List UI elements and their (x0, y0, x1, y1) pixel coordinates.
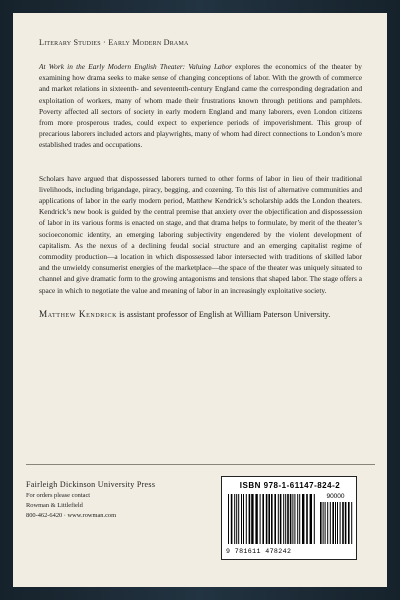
addon-stripe (330, 502, 331, 544)
author-bio-text: is assistant professor of English at William Paterson University. (117, 309, 331, 319)
barcode-stripe (249, 494, 251, 544)
barcode-stripe (234, 494, 235, 544)
addon-stripe (340, 502, 341, 544)
barcode-stripe (238, 494, 239, 544)
barcode-stripe (241, 494, 242, 544)
barcode-stripe (251, 494, 253, 544)
barcode-stripe (246, 494, 247, 544)
price-code: 90000 (326, 493, 345, 500)
barcode-stripe (290, 494, 292, 544)
addon-stripe (337, 502, 338, 544)
addon-stripe (345, 502, 347, 544)
barcode-stripe (283, 494, 284, 544)
barcode-stripe (310, 494, 312, 544)
barcode-stripe (231, 494, 233, 544)
addon-stripe (320, 502, 322, 544)
barcode-stripe (302, 494, 304, 544)
barcode-stripe (306, 494, 308, 544)
publisher-name: Fairleigh Dickinson University Press (26, 480, 156, 489)
publisher-block (26, 480, 226, 521)
addon-stripe (332, 502, 334, 544)
barcode-stripe (266, 494, 268, 544)
publisher-line: For orders please contact (26, 492, 91, 499)
barcode-stripe (255, 494, 257, 544)
barcode-stripe (314, 494, 315, 544)
book-title: At Work in the Early Modern English Theater: Valuing Labor (39, 62, 232, 71)
addon-stripe (323, 502, 324, 544)
barcode-stripe (236, 494, 237, 544)
barcode-stripe (262, 494, 264, 544)
barcode-stripe (268, 494, 270, 544)
divider-rule (26, 464, 375, 465)
barcode-bars (226, 494, 354, 548)
series-label: Literary Studies · Early Modern Drama (39, 38, 189, 47)
barcode-stripe (280, 494, 282, 544)
barcode-digits: 9 781611 478242 (226, 548, 292, 555)
addon-stripe (342, 502, 344, 544)
barcode-stripe (228, 494, 229, 544)
barcode-stripe (285, 494, 286, 544)
barcode-stripe (287, 494, 289, 544)
isbn-label: ISBN 978-1-61147-824-2 (239, 481, 341, 490)
barcode-stripe (294, 494, 295, 544)
author-bio (39, 308, 362, 321)
addon-stripe (351, 502, 352, 544)
barcode-stripe (292, 494, 293, 544)
barcode-stripe (271, 494, 273, 544)
barcode-stripe (299, 494, 300, 544)
addon-stripe (325, 502, 326, 544)
barcode-stripe (274, 494, 276, 544)
author-name: Matthew Kendrick (39, 308, 118, 319)
addon-stripe (327, 502, 328, 544)
barcode-block (221, 476, 357, 560)
publisher-line: 800-462-6420 · www.rowman.com (26, 512, 117, 519)
addon-stripe (348, 502, 350, 544)
description-paragraph-1 (39, 61, 362, 151)
barcode-stripe (243, 494, 244, 544)
paragraph-1-text: explores the economics of the theater by examining how drama seeks to make sense of changing conceptions of labor. With the growth of commerce and market relations in sixteenth- and seventeenth-century England came the corresponding degradation and exploitation of workers, many of whom made their frustrations known through petitions and pamphlets. Poverty affected all sectors of society in early modern England and many laborers, even London citizens from more prosperous trades, could expect to experience periods of impoverishment. This group of precarious laborers included actors and playwrights, many of whom had direct connections to London’s more established trades and occupations. (39, 62, 362, 150)
addon-stripe (335, 502, 336, 544)
publisher-line: Rowman & Littlefield (26, 502, 83, 509)
barcode-stripe (260, 494, 261, 544)
description-paragraph-2: Scholars have argued that dispossessed laborers turned to other forms of labor in lieu of their traditional livelihoods, including brigandage, piracy, begging, and cozening. To this list of alternative communities and applications of labor in the early modern period, Matthew Kendrick’s scholarship adds the London theaters. Kendrick’s new book is guided by the central premise that anxiety over the objectification and dispossession of labor in its various forms is enacted on stage, and that drama helps to formulate, by merit of the theater’s socioeconomic identity, an emerging laboring subjectivity engendered by the violent development of capitalism. As the nexus of a declining feudal social structure and an emerging capitalist regime of commodity production—a location in which dispossessed labor intersected with traditions of skilled labor and the unwieldy consumerist energies of the marketplace—the space of the theater was uniquely situated to channel and give dramatic form to the growing antagonisms and tensions that shaped labor. The stage offers a space in which to negotiate the value and meaning of labor in an increasingly exploitative society. (39, 173, 362, 295)
barcode-stripe (278, 494, 279, 544)
barcode-stripe (297, 494, 298, 544)
